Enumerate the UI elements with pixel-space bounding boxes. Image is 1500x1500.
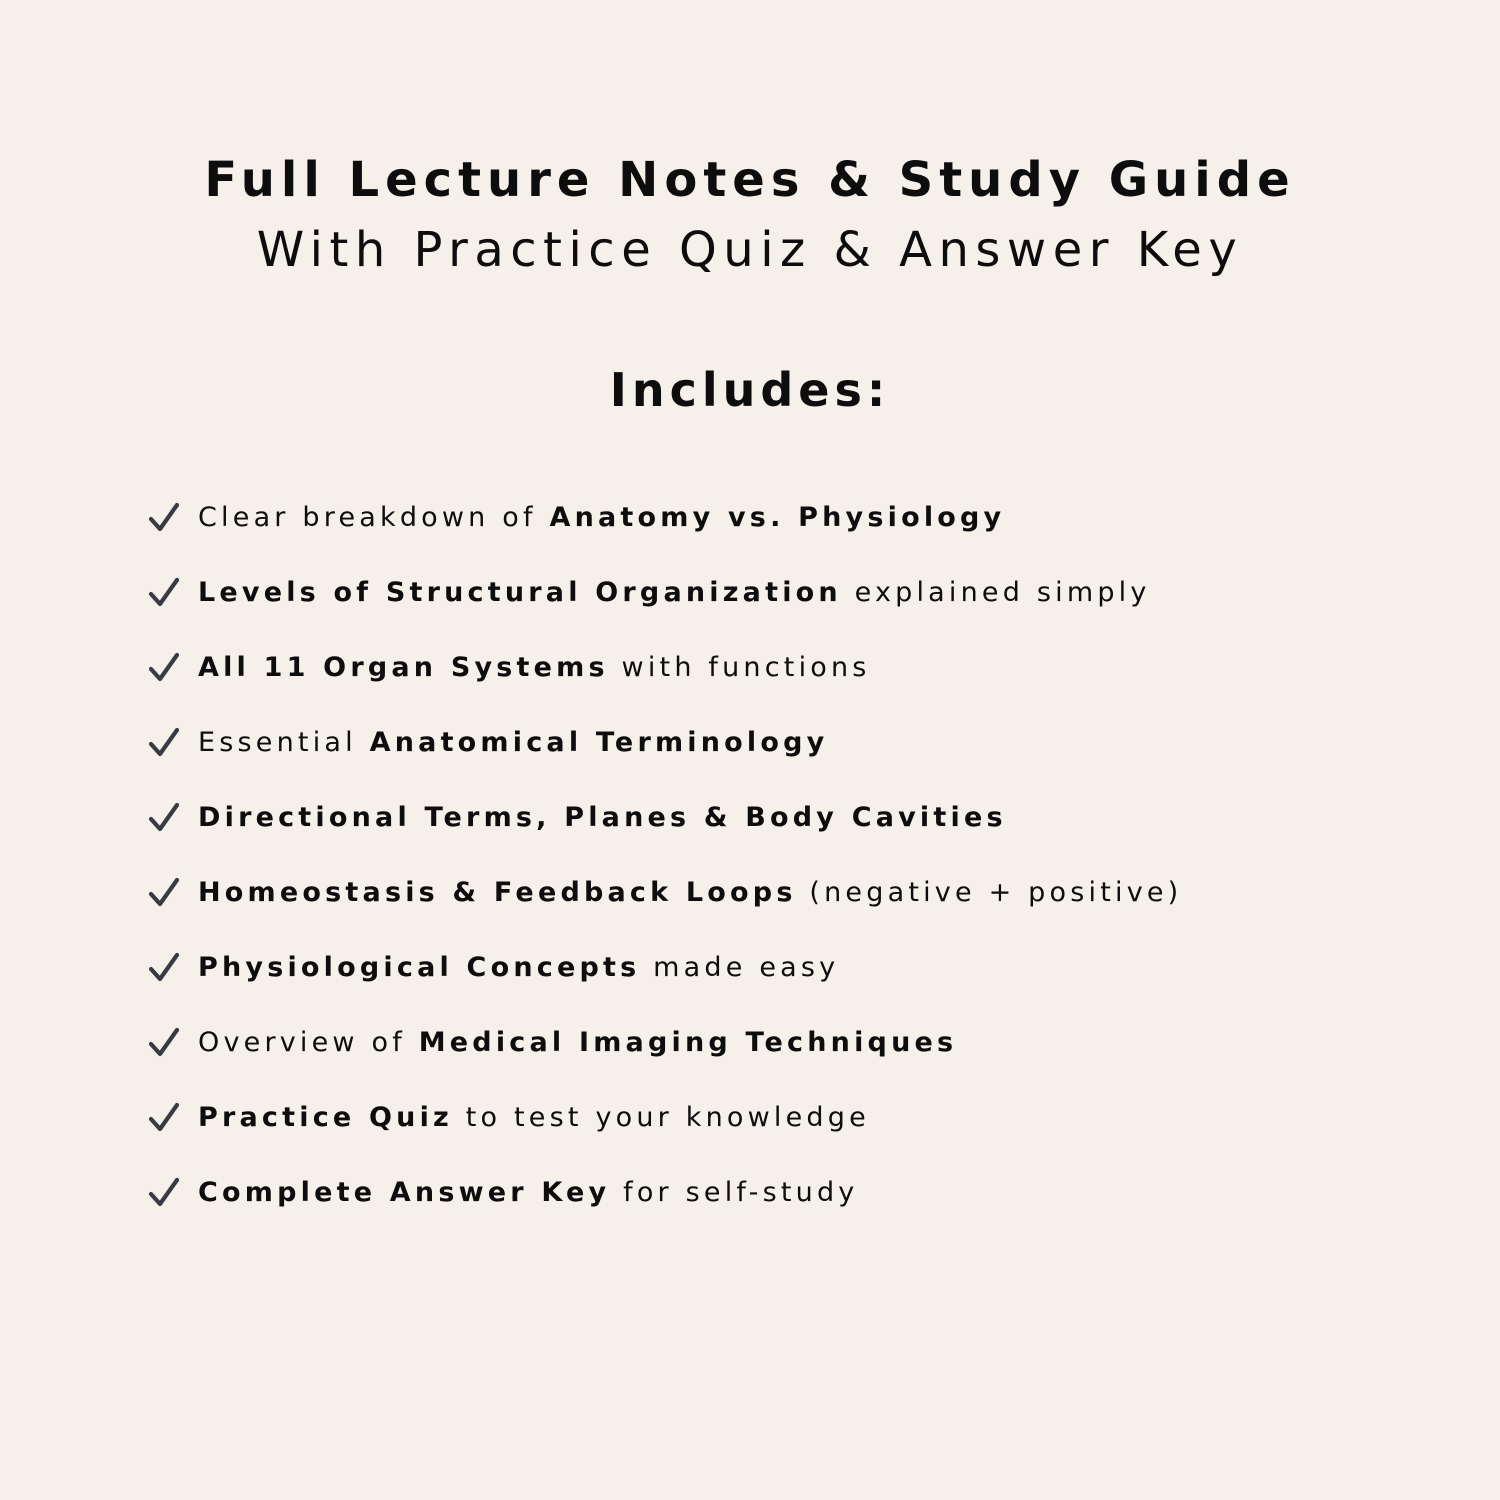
feature-item	[146, 640, 1446, 715]
includes-heading: Includes:	[609, 363, 891, 417]
feature-text	[198, 640, 871, 696]
feature-post: (negative + positive)	[796, 877, 1183, 908]
feature-bold: Directional Terms, Planes & Body Cavities	[198, 802, 1007, 833]
feature-bold: Homeostasis & Feedback Loops	[198, 877, 797, 908]
feature-list	[146, 490, 1446, 1240]
feature-item	[146, 1090, 1446, 1165]
feature-item	[146, 1015, 1446, 1090]
feature-item	[146, 565, 1446, 640]
checkmark-icon	[146, 950, 182, 986]
feature-item	[146, 790, 1446, 865]
feature-text	[198, 1015, 957, 1071]
title-line-1: Full Lecture Notes & Study Guide	[204, 152, 1296, 208]
checkmark-icon	[146, 1100, 182, 1136]
checkmark-icon	[146, 1025, 182, 1061]
feature-post: with functions	[608, 652, 871, 683]
checkmark-icon	[146, 800, 182, 836]
feature-text	[198, 490, 1005, 546]
feature-pre: Overview of	[198, 1027, 419, 1058]
feature-text	[198, 940, 839, 996]
feature-bold: Anatomy vs. Physiology	[549, 502, 1006, 533]
checkmark-icon	[146, 725, 182, 761]
feature-item	[146, 865, 1446, 940]
feature-post: made easy	[640, 952, 840, 983]
feature-item	[146, 715, 1446, 790]
feature-bold: Physiological Concepts	[198, 952, 641, 983]
feature-bold: Medical Imaging Techniques	[418, 1027, 958, 1058]
feature-item	[146, 490, 1446, 565]
feature-text	[198, 865, 1182, 921]
feature-post: for self-study	[610, 1177, 859, 1208]
feature-item	[146, 940, 1446, 1015]
feature-text	[198, 790, 1007, 846]
feature-bold: Anatomical Terminology	[369, 727, 829, 758]
feature-post: explained simply	[841, 577, 1151, 608]
checkmark-icon	[146, 500, 182, 536]
feature-text	[198, 1090, 870, 1146]
feature-text	[198, 715, 828, 771]
feature-text	[198, 1165, 858, 1221]
checkmark-icon	[146, 875, 182, 911]
feature-pre: Essential	[198, 727, 370, 758]
feature-text	[198, 565, 1151, 621]
checkmark-icon	[146, 1175, 182, 1211]
feature-bold: Practice Quiz	[198, 1102, 453, 1133]
feature-post: to test your knowledge	[452, 1102, 870, 1133]
feature-item	[146, 1165, 1446, 1240]
checkmark-icon	[146, 575, 182, 611]
feature-bold: Complete Answer Key	[198, 1177, 611, 1208]
title-line-2: With Practice Quiz & Answer Key	[256, 222, 1244, 278]
feature-pre: Clear breakdown of	[198, 502, 550, 533]
feature-bold: All 11 Organ Systems	[198, 652, 609, 683]
feature-bold: Levels of Structural Organization	[198, 577, 842, 608]
checkmark-icon	[146, 650, 182, 686]
